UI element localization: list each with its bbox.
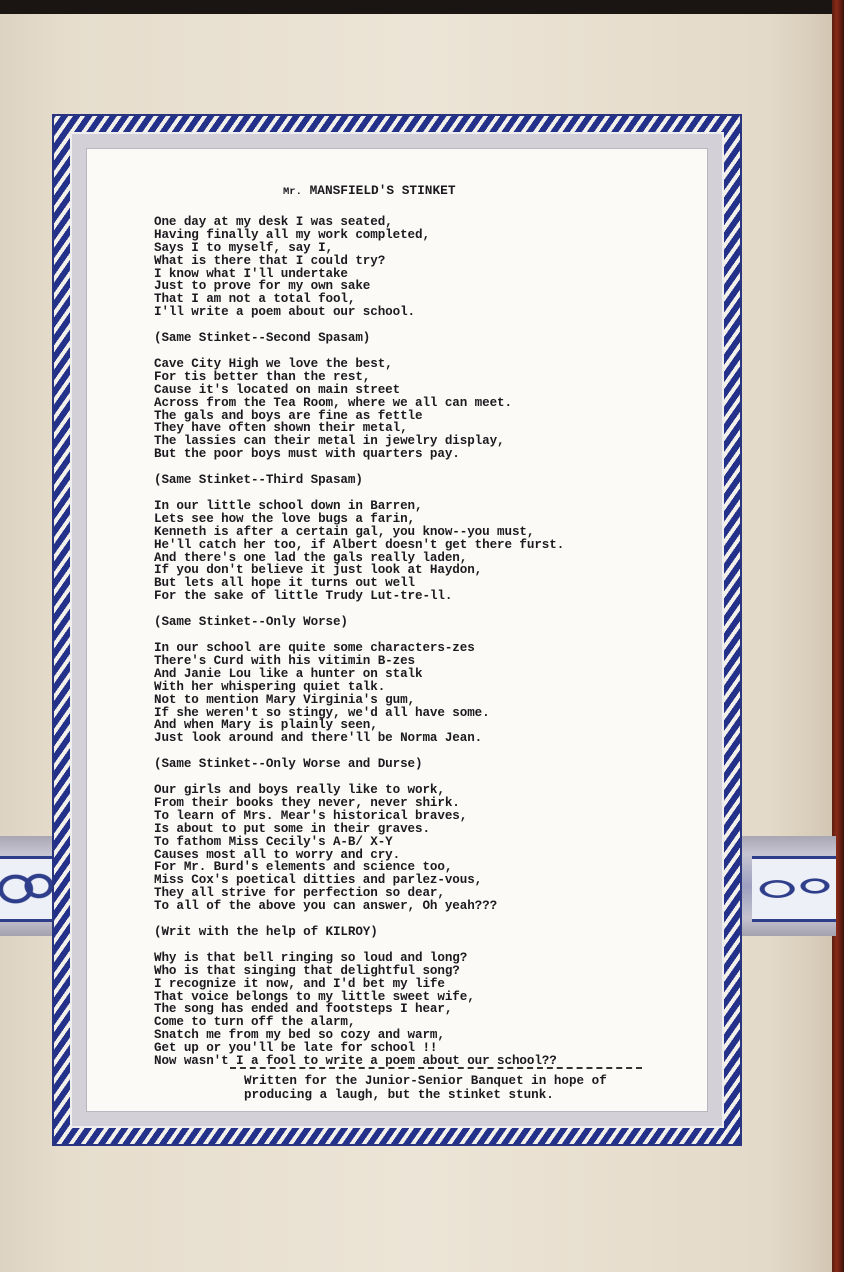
poem-line: Just to prove for my own sake [154, 279, 371, 294]
scroll-ornament-right-icon [752, 856, 836, 922]
poem-line: In our school are quite some characters-zes [154, 641, 475, 656]
title-text: MANSFIELD'S STINKET [309, 183, 456, 198]
poem-line: And Janie Lou like a hunter on stalk [154, 666, 423, 681]
poem-line: To fathom Miss Cecily's A-B/ X-Y [154, 834, 393, 849]
poem-line: Cave City High we love the best, [154, 357, 393, 372]
poem-line: Now wasn't I a fool to write a poem about our school?? [154, 1053, 557, 1068]
separator-line [230, 1067, 642, 1069]
poem-line: Kenneth is after a certain gal, you know--you must, [154, 524, 535, 539]
poem-body [154, 216, 674, 1068]
poem-line: Having finally all my work completed, [154, 227, 430, 242]
poem-line: And there's one lad the gals really laden, [154, 550, 468, 565]
poem-line: Get up or you'll be late for school !! [154, 1041, 438, 1056]
poem-line: He'll catch her too, if Albert doesn't get there furst. [154, 537, 565, 552]
poem-line: Lets see how the love bugs a farin, [154, 511, 416, 526]
poem-line: I know what I'll undertake [154, 266, 348, 281]
poem-line: I recognize it now, and I'd bet my life [154, 976, 445, 991]
poem-title [283, 183, 456, 198]
poem-line: And when Mary is plainly seen, [154, 718, 378, 733]
poem-line: The lassies can their metal in jewelry display, [154, 434, 505, 449]
poem-line: Miss Cox's poetical ditties and parlez-vous, [154, 873, 483, 888]
poem-line: Come to turn off the alarm, [154, 1015, 356, 1030]
stanza-heading: (Same Stinket--Second Spasam) [154, 331, 371, 346]
poem-line: That I am not a total fool, [154, 292, 356, 307]
poem-line: Why is that bell ringing so loud and long? [154, 950, 468, 965]
poem-line: Not to mention Mary Virginia's gum, [154, 692, 416, 707]
poem-line: Our girls and boys really like to work, [154, 783, 445, 798]
poem-line: But the poor boys must with quarters pay. [154, 447, 460, 462]
poem-line: I'll write a poem about our school. [154, 305, 416, 320]
poem-line: With her whispering quiet talk. [154, 679, 386, 694]
ornamental-band-right [740, 836, 836, 936]
poem-line: Who is that singing that delightful song? [154, 963, 460, 978]
scroll-ornament-left-icon [0, 856, 52, 922]
poem-line: The song has ended and footsteps I hear, [154, 1002, 453, 1017]
book-spine [832, 0, 844, 1272]
footnote [244, 1075, 607, 1102]
poem-line: To learn of Mrs. Mear's historical braves, [154, 808, 468, 823]
poem-line: One day at my desk I was seated, [154, 215, 393, 229]
poem-line: But lets all hope it turns out well [154, 576, 416, 591]
poem-line: What is there that I could try? [154, 253, 386, 268]
stanza-heading: (Writ with the help of KILROY) [154, 924, 378, 939]
poem-line: That voice belongs to my little sweet wife, [154, 989, 475, 1004]
poem-line: They have often shown their metal, [154, 421, 408, 436]
stanza-heading: (Same Stinket--Third Spasam) [154, 473, 363, 488]
poem-line: For Mr. Burd's elements and science too, [154, 860, 453, 875]
heading-gap [154, 939, 674, 952]
title-prefix: Mr. [283, 186, 302, 198]
poem-line: Says I to myself, say I, [154, 240, 333, 255]
poem-line: To all of the above you can answer, Oh yeah??? [154, 899, 498, 914]
poem-line: Across from the Tea Room, where we all can meet. [154, 395, 512, 410]
poem-line: For the sake of little Trudy Lut-tre-ll. [154, 589, 453, 604]
poem-line: Cause it's located on main street [154, 382, 401, 397]
poem-line: For tis better than the rest, [154, 369, 371, 384]
poem-line: There's Curd with his vitimin B-zes [154, 653, 416, 668]
stanza-heading: (Same Stinket--Only Worse) [154, 615, 348, 630]
poem-line: The gals and boys are fine as fettle [154, 408, 423, 423]
footnote-line: Written for the Junior-Senior Banquet in hope of [244, 1074, 607, 1088]
poem-line: Just look around and there'll be Norma Jean. [154, 731, 483, 746]
poem-line: If you don't believe it just look at Haydon, [154, 563, 483, 578]
poem-line: In our little school down in Barren, [154, 499, 423, 514]
poem-line: From their books they never, never shirk. [154, 795, 460, 810]
poem-line: Is about to put some in their graves. [154, 821, 430, 836]
poem-line: If she weren't so stingy, we'd all have some. [154, 705, 490, 720]
footnote-line: producing a laugh, but the stinket stunk. [244, 1087, 554, 1102]
poem-line: Causes most all to worry and cry. [154, 847, 401, 862]
stanza-heading: (Same Stinket--Only Worse and Durse) [154, 757, 423, 772]
poem-line: They all strive for perfection so dear, [154, 886, 445, 901]
poem-line: Snatch me from my bed so cozy and warm, [154, 1028, 445, 1043]
